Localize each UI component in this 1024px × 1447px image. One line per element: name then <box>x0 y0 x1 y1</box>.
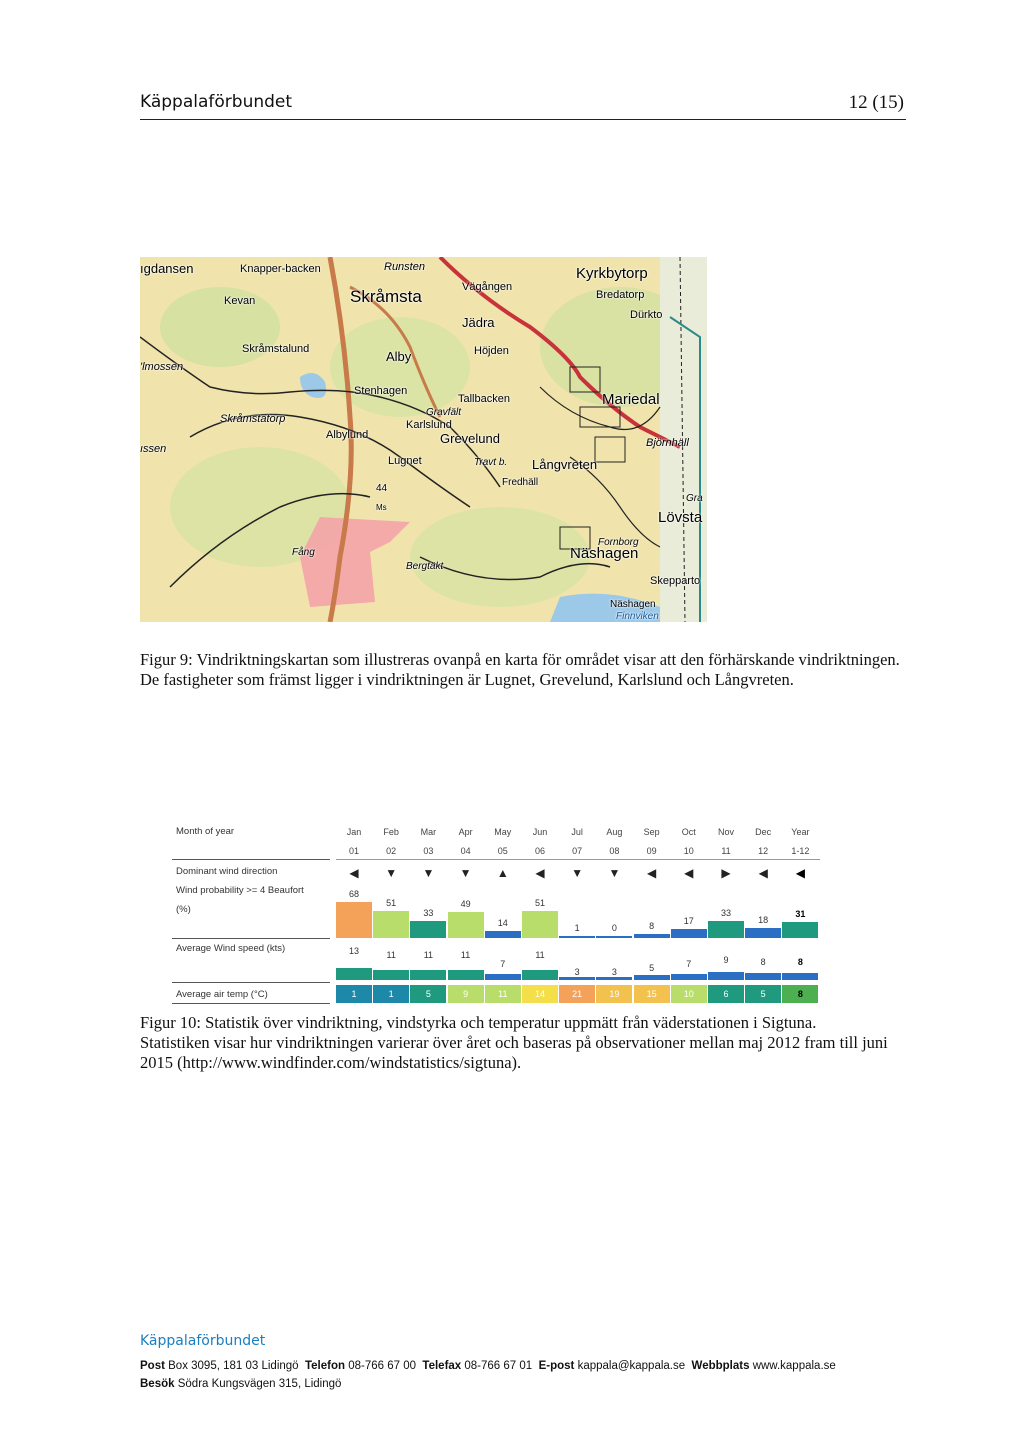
map-label: Finnviken <box>616 611 659 622</box>
footer-contact-line <box>140 1360 836 1372</box>
map-label: Tallbacken <box>458 393 510 405</box>
wind-direction-icon: ▼ <box>459 866 472 880</box>
map-label: Näshagen <box>570 545 639 562</box>
month-label: May <box>494 827 512 837</box>
wind-speed-value: 7 <box>686 959 692 970</box>
divider <box>172 938 330 939</box>
wind-direction-icon: ◀ <box>684 866 694 880</box>
temperature-cell: 15 <box>634 985 670 1003</box>
month-label: Jul <box>571 827 583 837</box>
map-label: 'lmossen <box>140 361 184 373</box>
wind-direction-icon: ▶ <box>721 866 731 880</box>
map-label: Bredatorp <box>596 289 645 301</box>
map-label: Höjden <box>474 345 509 357</box>
probability-value: 49 <box>460 899 471 909</box>
wind-direction-icon: ▼ <box>608 866 621 880</box>
wind-speed-value: 11 <box>535 950 545 961</box>
footer-web-value[interactable]: www.kappala.se <box>752 1360 836 1372</box>
wind-speed-value: 7 <box>500 959 506 970</box>
map-label: Karlslund <box>406 419 452 431</box>
temperature-cell: 6 <box>708 985 744 1003</box>
temperature-cell: 5 <box>745 985 781 1003</box>
stats-header-label: Month of year <box>176 826 235 837</box>
map-label: 44 <box>376 483 388 494</box>
map-label: Långvreten <box>532 457 598 472</box>
probability-bar <box>708 921 744 938</box>
wind-speed-value: 8 <box>797 957 803 967</box>
row-label-direction: Dominant wind direction <box>176 866 278 877</box>
wind-speed-value: 9 <box>723 954 729 965</box>
wind-direction-map <box>140 257 707 622</box>
month-label: Jun <box>532 827 548 837</box>
figure10-caption: Figur 10: Statistik över vindriktning, vindstyrka och temperatur uppmätt från väderstationen i Sigtuna. Statistiken visar hur vindriktningen varierar över året och baseras på observationer mellan maj 2012 fram till juni 2015 (http://www.windfinder.com/windstatistics/sigtuna). <box>140 1013 888 1072</box>
wind-direction-icon: ▼ <box>385 866 398 880</box>
probability-bar <box>634 934 670 938</box>
month-code: 04 <box>460 846 471 856</box>
map-label: Runsten <box>384 261 425 273</box>
month-label: Dec <box>755 827 772 837</box>
month-code: 1-12 <box>791 846 810 856</box>
map-label: Travt b. <box>474 457 508 468</box>
map-label: Mariedal <box>602 391 660 408</box>
wind-direction-icon: ◀ <box>758 866 768 880</box>
row-label-temp: Average air temp (°C) <box>176 989 268 1000</box>
probability-bar <box>782 922 818 938</box>
probability-value: 14 <box>497 918 508 928</box>
figure9-caption: Figur 9: Vindriktningskartan som illustreras ovanpå en karta för området visar att den förhärskande vindriktningen. De fastigheter som främst ligger i vindriktningen är Lugnet, Grevelund, Karlslund och Långvreten. <box>140 650 900 689</box>
footer-fax-value: 08-766 67 01 <box>464 1360 533 1372</box>
probability-bar <box>596 936 632 938</box>
wind-speed-bar <box>485 974 521 980</box>
footer-post-label: Post <box>140 1360 165 1372</box>
row-label-speed: Average Wind speed (kts) <box>176 943 286 954</box>
wind-speed-bar <box>596 977 632 980</box>
wind-direction-icon: ◀ <box>349 866 359 880</box>
map-label: Fornborg <box>598 537 639 548</box>
map-label: Vägången <box>462 281 513 293</box>
divider <box>172 982 330 983</box>
divider <box>172 1003 330 1004</box>
month-label: Jan <box>346 827 362 837</box>
map-label: Lugnet <box>388 455 422 467</box>
wind-speed-bar <box>671 974 707 980</box>
month-code: 03 <box>423 846 434 856</box>
footer-web-label: Webbplats <box>691 1360 750 1372</box>
month-code: 01 <box>348 846 359 856</box>
wind-speed-bar <box>336 968 372 980</box>
map-label: Ms <box>376 503 387 512</box>
temperature-cell: 8 <box>782 985 818 1003</box>
page-header <box>140 92 906 120</box>
map-label: Skepparto <box>650 575 701 587</box>
footer-visit-value: Södra Kungsvägen 315, Lidingö <box>177 1378 342 1390</box>
probability-bar <box>410 921 446 938</box>
probability-bar <box>559 936 595 938</box>
probability-value: 0 <box>611 923 617 933</box>
map-label: Skråmstatorp <box>220 413 286 425</box>
map-label: Grevelund <box>440 431 500 446</box>
temperature-cell: 9 <box>448 985 484 1003</box>
wind-speed-bar <box>373 970 409 980</box>
probability-bar <box>745 928 781 938</box>
month-label: Oct <box>681 827 696 837</box>
probability-value: 31 <box>795 909 806 919</box>
temperature-cell: 21 <box>559 985 595 1003</box>
wind-direction-icon: ▼ <box>422 866 435 880</box>
wind-speed-bar <box>448 970 484 980</box>
wind-speed-bar <box>559 977 595 980</box>
map-label: Kyrkbytorp <box>576 265 648 282</box>
wind-direction-icon: ▼ <box>571 866 584 880</box>
probability-value: 17 <box>683 916 694 926</box>
footer-phone-label: Telefon <box>304 1360 346 1372</box>
wind-speed-value: 5 <box>649 962 655 973</box>
month-label: Apr <box>458 827 473 837</box>
map-label: ıgdansen <box>140 261 194 276</box>
month-label: Nov <box>717 827 734 837</box>
probability-bar <box>373 911 409 938</box>
wind-speed-bar <box>634 975 670 980</box>
wind-speed-bar <box>708 972 744 980</box>
map-label: Bergtäkt <box>406 561 444 572</box>
map-label: ıssen <box>140 443 167 455</box>
wind-direction-icon: ◀ <box>646 866 657 880</box>
probability-value: 18 <box>758 915 769 925</box>
wind-speed-value: 11 <box>460 950 471 961</box>
wind-direction-icon: ◀ <box>795 866 805 880</box>
month-code: 02 <box>386 846 397 856</box>
map-label: Fredhäll <box>502 477 539 488</box>
footer-email-label: E-post <box>538 1360 575 1372</box>
footer-phone-value: 08-766 67 00 <box>348 1360 417 1372</box>
temperature-cell: 19 <box>596 985 632 1003</box>
probability-bar <box>522 911 558 938</box>
map-label: Gravfält <box>426 407 462 418</box>
wind-statistics-table <box>172 822 827 1007</box>
header-org: Käppalaförbundet <box>140 92 293 112</box>
wind-direction-icon: ◀ <box>535 866 545 880</box>
map-label: Alby <box>386 349 412 364</box>
wind-speed-bar <box>522 970 558 980</box>
map-label: Jädra <box>462 315 495 330</box>
temperature-cell: 14 <box>522 985 558 1003</box>
map-label: Fång <box>292 547 315 558</box>
map-label: Gra <box>686 493 703 504</box>
probability-bar <box>671 929 707 938</box>
probability-value: 51 <box>386 898 397 908</box>
temperature-cell: 1 <box>373 985 409 1003</box>
probability-bar <box>485 931 521 938</box>
month-label: Year <box>791 827 810 837</box>
probability-value: 1 <box>574 923 580 933</box>
probability-bar <box>336 902 372 938</box>
divider <box>172 859 330 860</box>
month-label: Sep <box>643 827 660 837</box>
map-label: Lövsta <box>658 509 703 526</box>
month-code: 08 <box>609 846 620 856</box>
month-label: Feb <box>383 827 399 837</box>
footer-email-value[interactable]: kappala@kappala.se <box>577 1360 686 1372</box>
month-code: 10 <box>683 846 694 856</box>
month-code: 11 <box>721 846 731 856</box>
wind-direction-icon: ▲ <box>496 866 509 880</box>
map-label: Kevan <box>224 295 256 307</box>
temperature-cell: 10 <box>671 985 707 1003</box>
wind-speed-bar <box>782 973 818 980</box>
month-code: 09 <box>646 846 657 856</box>
month-code: 05 <box>497 846 508 856</box>
table-bottom-rule <box>336 859 820 860</box>
wind-speed-value: 13 <box>348 946 359 956</box>
map-label: Skråmstalund <box>242 343 310 355</box>
wind-speed-value: 11 <box>386 950 396 961</box>
probability-value: 68 <box>348 889 359 899</box>
wind-speed-value: 8 <box>760 957 766 967</box>
footer-brand: Käppalaförbundet <box>140 1333 266 1349</box>
month-label: Aug <box>606 827 623 837</box>
map-label: Albylund <box>326 429 369 441</box>
page-number: 12 (15) <box>848 92 904 113</box>
wind-speed-value: 11 <box>423 950 434 961</box>
temperature-cell: 1 <box>336 985 372 1003</box>
row-label-probability-unit: (%) <box>176 904 191 915</box>
month-code: 06 <box>534 846 545 856</box>
map-label: Björnhäll <box>646 437 689 449</box>
temperature-cell: 5 <box>410 985 446 1003</box>
month-code: 07 <box>572 846 583 856</box>
probability-value: 33 <box>423 908 434 918</box>
wind-speed-value: 3 <box>611 967 617 977</box>
wind-speed-bar <box>745 973 781 980</box>
map-label: Knapper-backen <box>240 263 321 275</box>
wind-speed-bar <box>410 970 446 980</box>
map-label: Näshagen <box>610 599 656 610</box>
probability-value: 8 <box>649 921 655 931</box>
map-label: Dürkto <box>630 309 663 321</box>
row-label-probability: Wind probability >= 4 Beaufort <box>176 885 304 896</box>
footer-visit-label: Besök <box>140 1378 175 1390</box>
month-label: Mar <box>420 827 437 837</box>
probability-value: 51 <box>534 898 545 908</box>
footer-visit-line <box>140 1378 341 1390</box>
map-label: Stenhagen <box>354 385 408 397</box>
footer-post-value: Box 3095, 181 03 Lidingö <box>168 1360 299 1372</box>
probability-bar <box>448 912 484 938</box>
footer-fax-label: Telefax <box>422 1360 462 1372</box>
wind-speed-value: 3 <box>574 967 580 977</box>
temperature-cell: 11 <box>485 985 521 1003</box>
map-label: Skråmsta <box>350 287 422 306</box>
probability-value: 33 <box>720 908 731 918</box>
month-code: 12 <box>758 846 769 856</box>
